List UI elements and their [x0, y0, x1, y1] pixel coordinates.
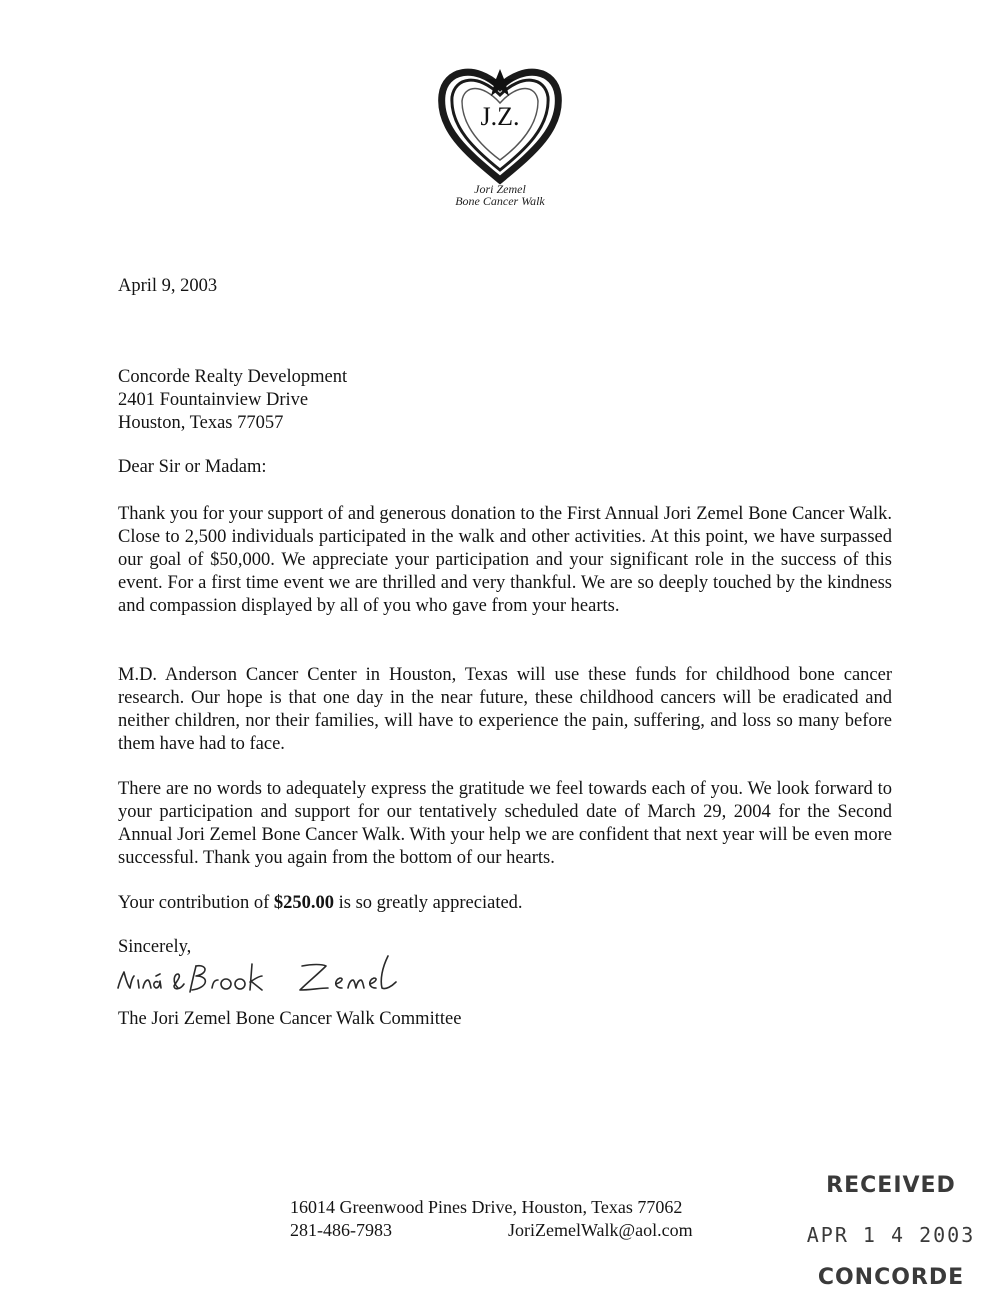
handwritten-signature: [112, 950, 442, 1000]
heart-logo-icon: [430, 55, 570, 190]
recipient-address: [118, 366, 347, 435]
letterhead-footer: [290, 1196, 693, 1242]
walk-logo: [430, 55, 570, 215]
logo-monogram: J.Z.: [480, 102, 520, 131]
logo-caption-line2: Bone Cancer Walk: [455, 194, 545, 208]
paragraph-research: M.D. Anderson Cancer Center in Houston, Texas will use these funds for childhood bone cancer research. Our hope is that one day in the near future, these childhood cancers will be eradicated and neither children, nor their families, will have to experience the pain, suffering, and loss so many before them have had to face.: [118, 665, 892, 754]
footer-phone: 281-486-7983: [290, 1220, 392, 1240]
logo-caption-line1: Jori Zemel: [474, 182, 526, 196]
contribution-suffix: is so greatly appreciated.: [334, 893, 523, 913]
contribution-prefix: Your contribution of: [118, 893, 274, 913]
letter-date: April 9, 2003: [118, 276, 218, 296]
paragraph-gratitude: There are no words to adequately express the gratitude we feel towards each of you. We look forward to your participation and support for our tentatively scheduled date of March 29, 2004 for the Second Annual Jori Zemel Bone Cancer Walk. With your help we are confident that next year will be even more successful. Thank you again from the bottom of our hearts.: [118, 779, 892, 868]
logo-caption: [430, 183, 570, 207]
stamp-received: RECEIVED: [826, 1173, 956, 1198]
stamp-date: APR 1 4 2003: [806, 1223, 976, 1247]
committee-name: The Jori Zemel Bone Cancer Walk Committee: [118, 1009, 462, 1029]
signature-icon: [112, 950, 442, 1000]
recipient-line3: Houston, Texas 77057: [118, 413, 284, 433]
closing: Sincerely,: [118, 937, 192, 957]
contribution-line: [118, 892, 523, 915]
received-stamp: [806, 1172, 976, 1292]
recipient-line2: 2401 Fountainview Drive: [118, 390, 309, 410]
stamp-company: CONCORDE: [817, 1265, 965, 1290]
salutation: Dear Sir or Madam:: [118, 457, 267, 477]
footer-email: JoriZemelWalk@aol.com: [508, 1220, 693, 1240]
footer-address: 16014 Greenwood Pines Drive, Houston, Texas 77062: [290, 1197, 683, 1217]
paragraph-thanks: Thank you for your support of and generous donation to the First Annual Jori Zemel Bone Cancer Walk. Close to 2,500 individuals participated in the walk and other activities. At this point, we have surpassed our goal of $50,000. We appreciate your participation and your significant role in the success of this event. For a first time event we are thrilled and very thankful. We are so deeply touched by the kindness and compassion displayed by all of you who gave from your hearts.: [118, 504, 892, 616]
recipient-line1: Concorde Realty Development: [118, 367, 348, 387]
footer-contact-row: [290, 1219, 693, 1242]
contribution-amount: $250.00: [273, 893, 335, 913]
